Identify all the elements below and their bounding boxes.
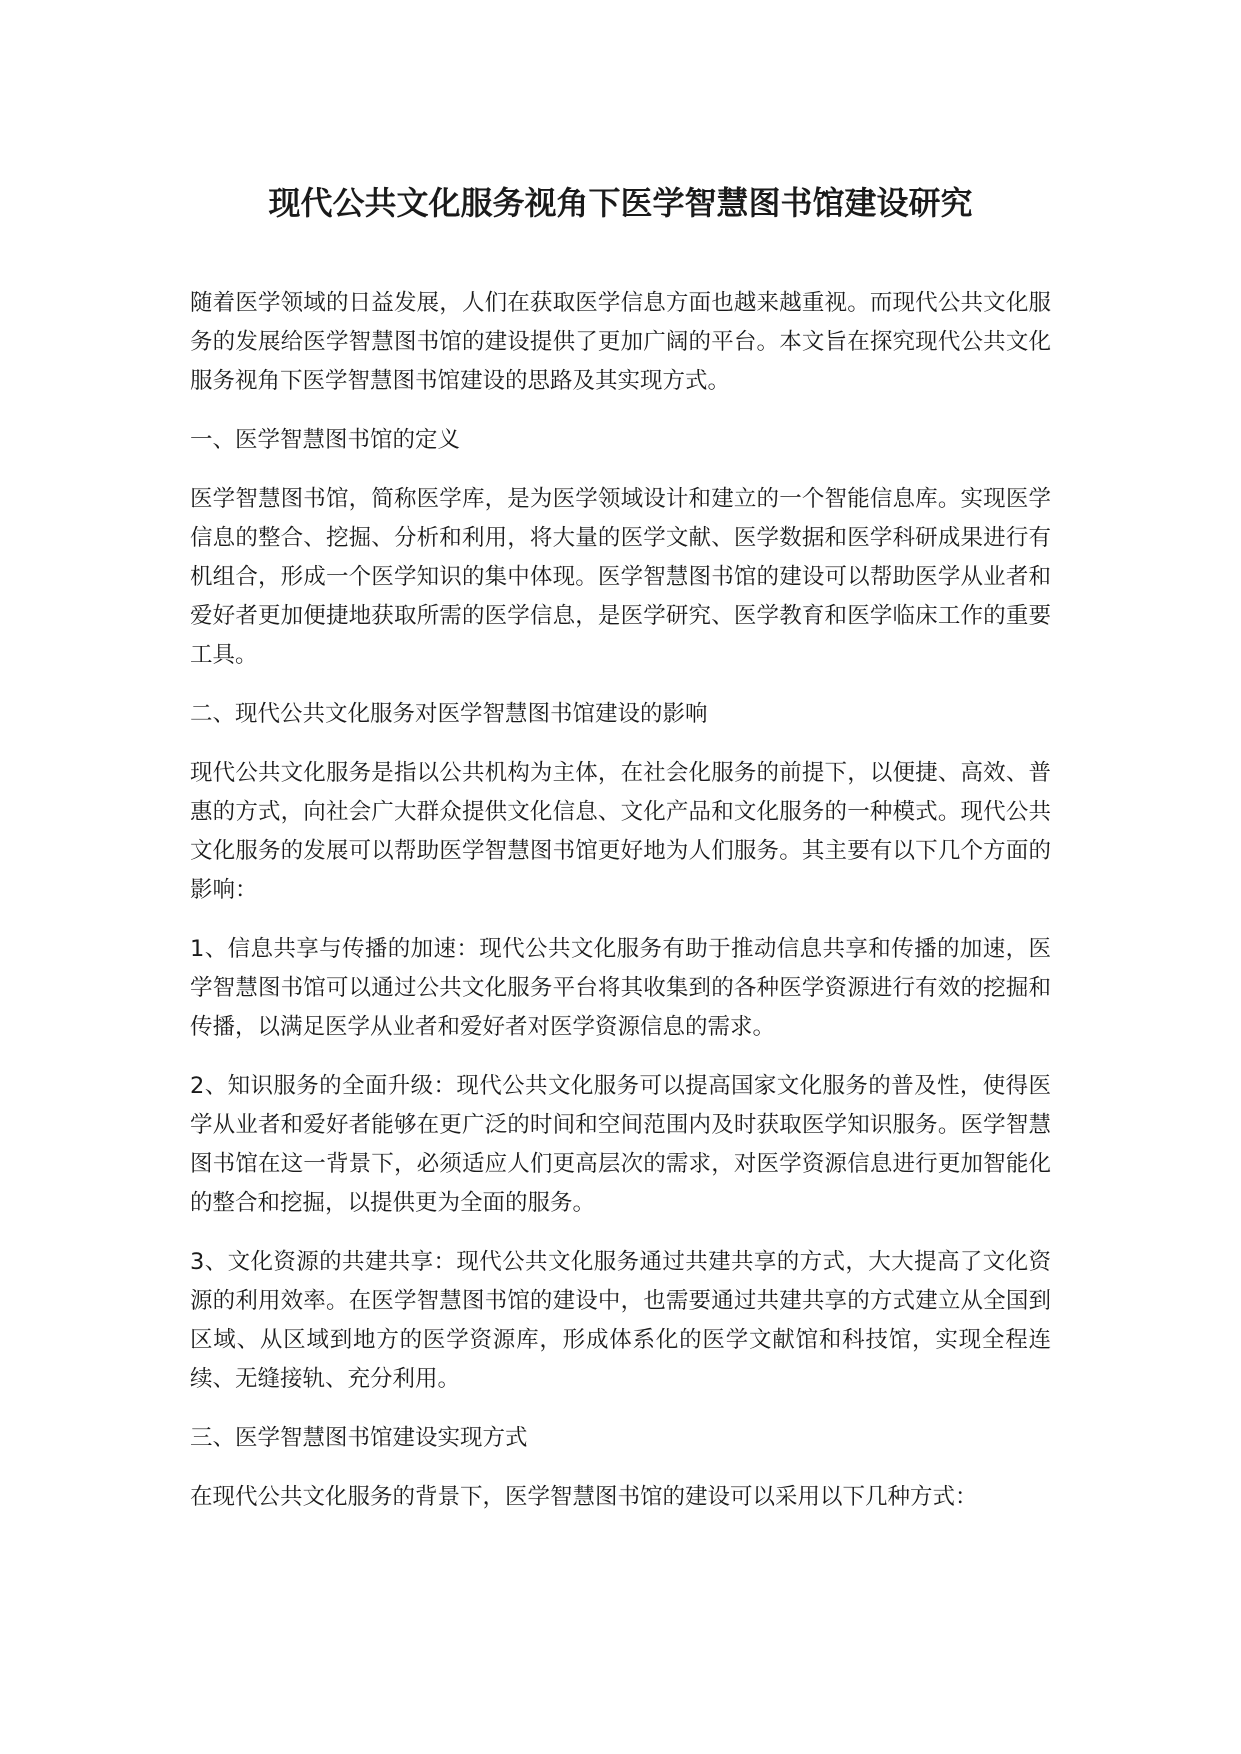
section-heading-3: 三、医学智慧图书馆建设实现方式 bbox=[190, 1425, 528, 1451]
document-body bbox=[190, 284, 1051, 1537]
influence-paragraph: 现代公共文化服务是指以公共机构为主体，在社会化服务的前提下，以便捷、高效、普惠的方式，向社会广大群众提供文化信息、文化产品和文化服务的一种模式。现代公共文化服务的发展可以帮助医学智慧图书馆更好地为人们服务。其主要有以下几个方面的影响： bbox=[190, 760, 1051, 903]
section-heading-2: 二、现代公共文化服务对医学智慧图书馆建设的影响 bbox=[190, 701, 708, 727]
implementation-paragraph: 在现代公共文化服务的背景下，医学智慧图书馆的建设可以采用以下几种方式： bbox=[190, 1484, 978, 1510]
section-heading-1: 一、医学智慧图书馆的定义 bbox=[190, 427, 461, 453]
intro-paragraph: 随着医学领域的日益发展，人们在获取医学信息方面也越来越重视。而现代公共文化服务的发展给医学智慧图书馆的建设提供了更加广阔的平台。本文旨在探究现代公共文化服务视角下医学智慧图书馆建设的思路及其实现方式。 bbox=[190, 290, 1051, 394]
influence-item-1: 1、信息共享与传播的加速：现代公共文化服务有助于推动信息共享和传播的加速，医学智慧图书馆可以通过公共文化服务平台将其收集到的各种医学资源进行有效的挖掘和传播，以满足医学从业者和爱好者对医学资源信息的需求。 bbox=[190, 936, 1051, 1040]
definition-paragraph: 医学智慧图书馆，简称医学库，是为医学领域设计和建立的一个智能信息库。实现医学信息的整合、挖掘、分析和利用，将大量的医学文献、医学数据和医学科研成果进行有机组合，形成一个医学知识的集中体现。医学智慧图书馆的建设可以帮助医学从业者和爱好者更加便捷地获取所需的医学信息，是医学研究、医学教育和医学临床工作的重要工具。 bbox=[190, 486, 1051, 668]
influence-item-3: 3、文化资源的共建共享：现代公共文化服务通过共建共享的方式，大大提高了文化资源的利用效率。在医学智慧图书馆的建设中，也需要通过共建共享的方式建立从全国到区域、从区域到地方的医学资源库，形成体系化的医学文献馆和科技馆，实现全程连续、无缝接轨、充分利用。 bbox=[190, 1249, 1051, 1392]
document-title: 现代公共文化服务视角下医学智慧图书馆建设研究 bbox=[268, 184, 973, 222]
influence-item-2: 2、知识服务的全面升级：现代公共文化服务可以提高国家文化服务的普及性，使得医学从业者和爱好者能够在更广泛的时间和空间范围内及时获取医学知识服务。医学智慧图书馆在这一背景下，必须适应人们更高层次的需求，对医学资源信息进行更加智能化的整合和挖掘，以提供更为全面的服务。 bbox=[190, 1073, 1051, 1216]
